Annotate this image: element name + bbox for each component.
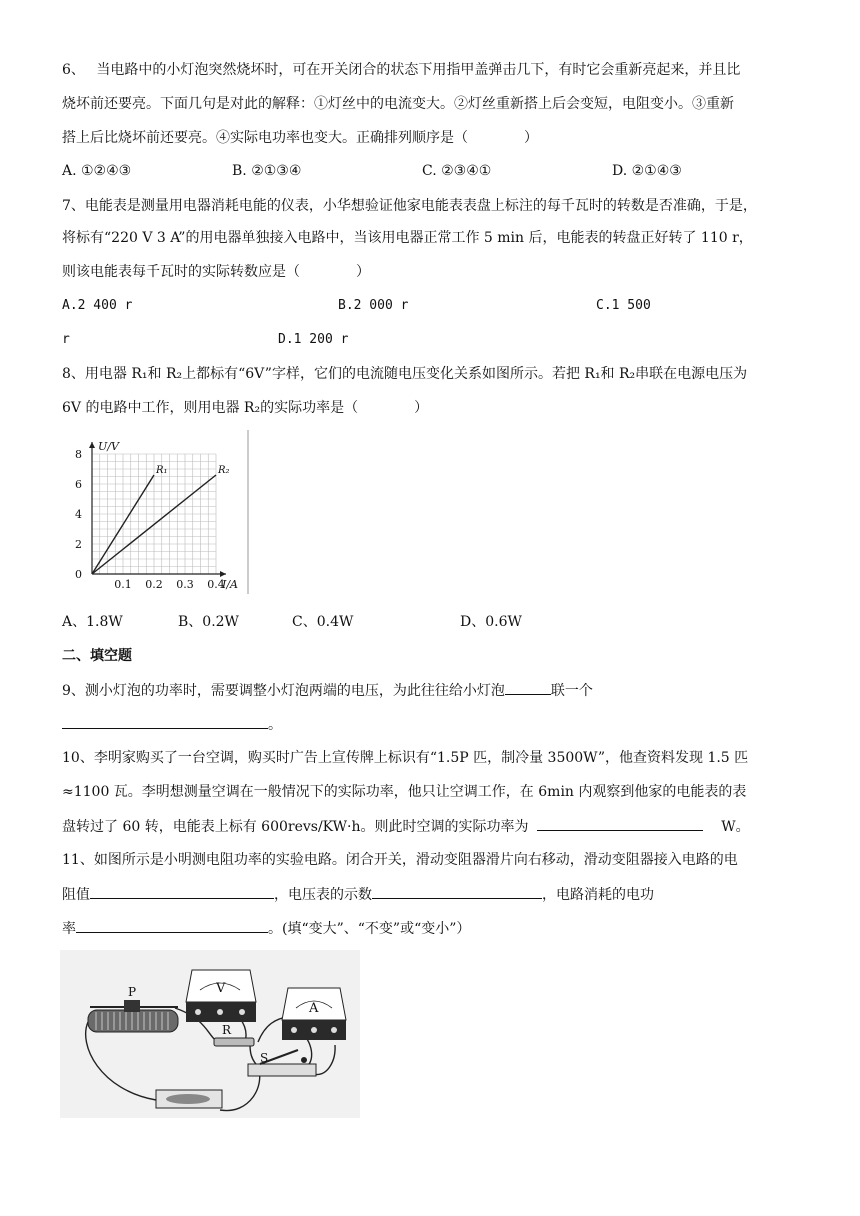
q11-blank-1[interactable] xyxy=(90,884,274,899)
resistor xyxy=(214,1038,254,1046)
q8-option-d: D、0.6W xyxy=(460,614,522,630)
y-tick-label: 2 xyxy=(75,538,82,551)
q9-line-1 xyxy=(62,680,593,701)
q6-option-d: D. ②①④③ xyxy=(612,163,682,179)
q11-blank-3[interactable] xyxy=(76,918,268,933)
q6-line-1: 6、 当电路中的小灯泡突然烧坏时，可在开关闭合的状态下用指甲盖弹击几下，有时它会重新亮起来，并且比 xyxy=(62,62,741,78)
chart-series xyxy=(92,465,230,574)
q11-line-1: 11、如图所示是小明测电阻功率的实验电路。闭合开关，滑动变阻器滑片向右移动，滑动变阻器接入电路的电 xyxy=(62,852,738,868)
q9-text-a: 9、测小灯泡的功率时，需要调整小灯泡两端的电压，为此往往给小灯泡 xyxy=(62,683,505,699)
q7-option-c: C.1 500 xyxy=(596,298,651,313)
q8-graph xyxy=(62,428,254,596)
y-axis-arrow xyxy=(89,442,95,448)
chart-grid xyxy=(92,454,216,574)
q6-line-2: 烧坏前还要亮。下面几句是对此的解释：①灯丝中的电流变大。②灯丝重新搭上后会变短，电阻变小。③重新 xyxy=(62,96,734,112)
x-axis-arrow xyxy=(220,571,226,577)
q6-option-b: B. ②①③④ xyxy=(232,163,302,179)
q11-text-d: 率 xyxy=(62,921,76,937)
label-a: A xyxy=(309,1001,319,1016)
q9-blank-1[interactable] xyxy=(505,680,551,695)
q6-option-a: A. ①②④③ xyxy=(62,163,132,179)
y-tick-label: 6 xyxy=(75,478,82,491)
y-tick-label: 4 xyxy=(75,508,82,521)
q11-line-3 xyxy=(62,918,470,939)
x-tick-label: 0.4 xyxy=(207,578,225,591)
q11-line-2 xyxy=(62,884,654,905)
x-tick-label: 0.1 xyxy=(114,578,132,591)
q8-option-c: C、0.4W xyxy=(292,614,354,630)
q10-unit: W。 xyxy=(721,819,750,835)
q9-line-2 xyxy=(62,714,282,735)
label-p: P xyxy=(128,985,137,999)
q10-line-2: ≈1100 瓦。李明想测量空调在一般情况下的实际功率，他只让空调工作，在 6min 内观察到他家的电能表的表 xyxy=(62,784,747,800)
q9-text-b: 联一个 xyxy=(550,683,593,699)
q9-blank-2[interactable] xyxy=(62,714,268,729)
y-tick-label: 8 xyxy=(75,448,82,461)
x-axis-label: I/A xyxy=(222,578,238,591)
label-r: R xyxy=(222,1023,232,1037)
q9-end: 。 xyxy=(268,717,282,733)
q7-option-d: D.1 200 r xyxy=(278,332,349,347)
series-label-1: R₁ xyxy=(156,465,168,476)
q11-text-c: ，电路消耗的电功 xyxy=(542,887,654,903)
q11-text-e: 。(填“变大”、“不变”或“变小”） xyxy=(268,921,471,937)
x-tick-label: 0.3 xyxy=(176,578,194,591)
q8-option-a: A、1.8W xyxy=(62,614,123,630)
q8-line-2: 6V 的电路中工作，则用电器 R₂的实际功率是（ ） xyxy=(62,400,429,416)
q6-line-3: 搭上后比烧坏前还要亮。④实际电功率也变大。正确排列顺序是（ ） xyxy=(62,130,538,146)
battery xyxy=(156,1090,222,1108)
q7-option-c-cont: r xyxy=(62,332,70,347)
series-label-2: R₂ xyxy=(218,465,230,476)
q10-line-1: 10、李明家购买了一台空调，购买时广告上宣传牌上标识有“1.5P 匹，制冷量 3500W”，他查资料发现 1.5 匹 xyxy=(62,750,749,766)
q7-line-1: 7、电能表是测量用电器消耗电能的仪表，小华想验证他家电能表表盘上标注的每千瓦时的转数是否准确，于是， xyxy=(62,198,757,214)
q11-text-a: 阻值 xyxy=(62,887,90,903)
q10-blank[interactable] xyxy=(537,816,703,831)
q7-line-2: 将标有“220 V 3 A”的用电器单独接入电路中，当该用电器正常工作 5 min 后，电能表的转盘正好转了 110 r， xyxy=(62,230,753,246)
label-v: V xyxy=(216,981,226,996)
q7-option-b: B.2 000 r xyxy=(338,298,409,313)
q8-option-b: B、0.2W xyxy=(178,614,239,630)
q7-line-3: 则该电能表每千瓦时的实际转数应是（ ） xyxy=(62,264,370,280)
q11-circuit-figure xyxy=(60,950,360,1118)
q11-text-b: ，电压表的示数 xyxy=(274,887,372,903)
q8-line-1: 8、用电器 R₁和 R₂上都标有“6V”字样，它们的电流随电压变化关系如图所示。若把 R₁和 R₂串联在电源电压为 xyxy=(62,366,748,382)
y-tick-label: 0 xyxy=(75,568,82,581)
q11-blank-2[interactable] xyxy=(372,884,542,899)
q6-option-c: C. ②③④① xyxy=(422,163,492,179)
chart-axes xyxy=(89,440,238,591)
q10-line-3 xyxy=(62,816,750,837)
y-axis-label: U/V xyxy=(98,440,119,453)
x-tick-label: 0.2 xyxy=(145,578,163,591)
q10-text-a: 盘转过了 60 转，电能表上标有 600revs/KW·h。则此时空调的实际功率为 xyxy=(62,819,529,835)
voltmeter xyxy=(186,970,256,1022)
section-heading: 二、填空题 xyxy=(62,648,132,664)
label-s: S xyxy=(260,1051,269,1065)
q7-option-a: A.2 400 r xyxy=(62,298,133,313)
